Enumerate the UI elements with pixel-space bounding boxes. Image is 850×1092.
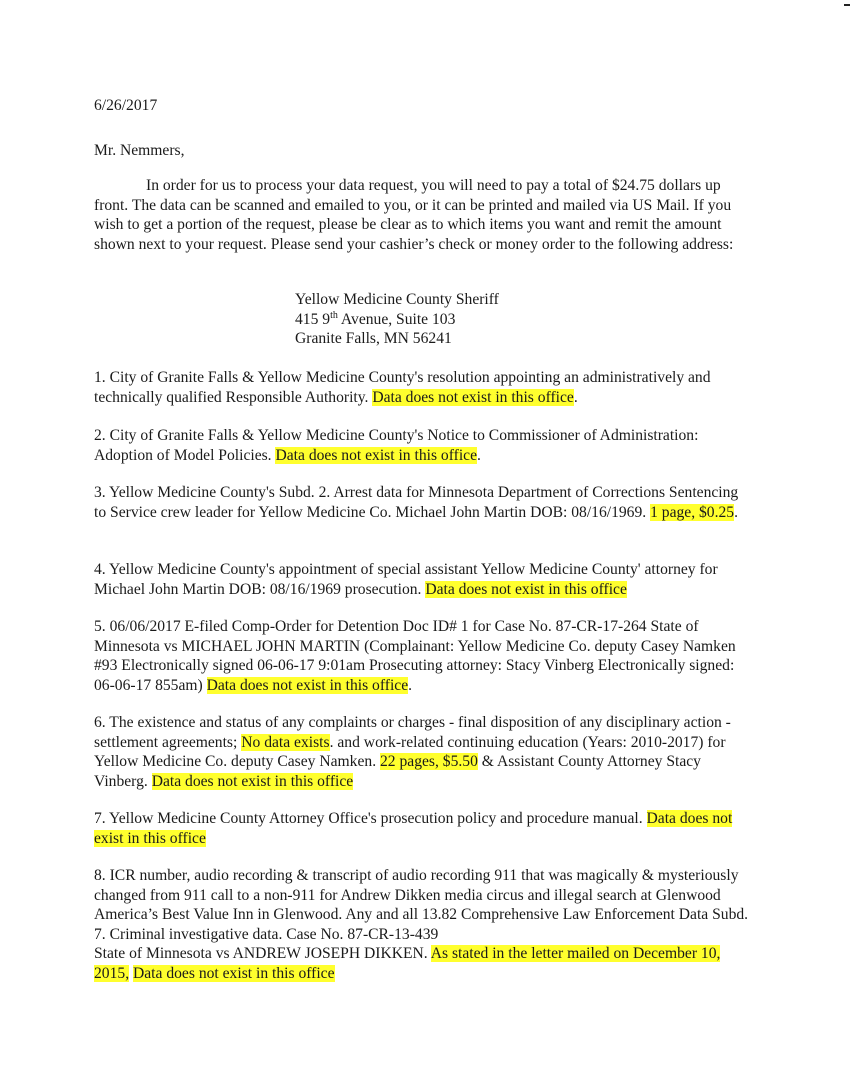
request-item-8	[94, 866, 750, 984]
item-text: & Assistant County Attorney Stacy Vinberg.	[94, 753, 701, 790]
item-text: 2. City of Granite Falls & Yellow Medicine County's Notice to Commissioner of Administration: Adoption of Model Policies.	[94, 427, 699, 464]
status-highlight: Data does not exist in this office	[133, 964, 335, 982]
intro-text: In order for us to process your data request, you will need to pay a total of $24.75 dollars up front. The data can be scanned and emailed to you, or it can be printed and mailed via US Mail. If you wish to get a portion of the request, please be clear as to which items you want and remit the amount shown next to your request. Please send your cashier’s check or money order to the following address:	[94, 177, 734, 253]
status-highlight: Data does not exist in this office	[151, 772, 354, 790]
item-text: 8. ICR number, audio recording & transcript of audio recording 911 that was magically & mysteriously changed from 911 call to a non-911 for Andrew Dikken media circus and illegal search at Glenwood America’s Best Value Inn in Glenwood. Any and all 13.82 Comprehensive Law Enforcement Data Subd. 7. Criminal investigative data. Case No. 87-CR-13-439	[94, 867, 749, 943]
salutation: Mr. Nemmers,	[94, 142, 185, 159]
address-street: Avenue, Suite 103	[337, 310, 456, 328]
status-highlight: Data does not exist in this office	[372, 388, 574, 406]
reference-highlight: As stated in the letter mailed on December 10, 2015,	[94, 945, 721, 982]
item-text: 3. Yellow Medicine County's Subd. 2. Arrest data for Minnesota Department of Corrections Sentencing to Service crew leader for Yellow Medicine Co. Michael John Martin DOB: 08/16/1969.	[94, 484, 739, 521]
fee-highlight: 22 pages, $5.50	[380, 753, 478, 771]
item-trailing: .	[734, 503, 738, 521]
address-line-3: Granite Falls, MN 56241	[295, 330, 452, 348]
status-highlight: Data does not exist in this office	[275, 446, 478, 464]
scan-artifact-mark	[844, 4, 850, 6]
request-item-6	[94, 713, 750, 791]
status-highlight: Data does not exist in this office	[206, 676, 409, 694]
address-number: 415 9	[295, 310, 331, 328]
fee-highlight: 1 page, $0.25	[650, 503, 735, 521]
request-item-4	[94, 560, 750, 599]
item-text-line-2: State of Minnesota vs ANDREW JOSEPH DIKKEN.	[94, 945, 431, 963]
mailing-address	[295, 290, 499, 349]
item-text: 5. 06/06/2017 E-filed Comp-Order for Detention Doc ID# 1 for Case No. 87-CR-17-264 State of Minnesota vs MICHAEL JOHN MARTIN (Complainant: Yellow Medicine Co. deputy Casey Namken #93 Electronically signed 06-06-17 9:01am Prosecuting attorney: Stacy Vinberg Electronically signed: 06-06-17 855am)	[94, 618, 736, 694]
status-highlight: Data does not exist in this office	[94, 810, 733, 847]
item-text: . and work-related continuing education (Years: 2010-2017) for Yellow Medicine Co. deputy Casey Namken.	[94, 733, 726, 771]
intro-paragraph	[94, 176, 746, 254]
request-item-2	[94, 426, 750, 465]
request-item-7	[94, 809, 750, 848]
request-item-1	[94, 368, 750, 407]
status-highlight: Data does not exist in this office	[425, 580, 627, 598]
item-trailing: .	[408, 676, 413, 694]
item-text: 7. Yellow Medicine County Attorney Office's prosecution policy and procedure manual.	[94, 810, 647, 827]
item-trailing: .	[573, 388, 578, 406]
request-item-5	[94, 617, 750, 695]
request-item-3	[94, 483, 750, 522]
letter-date: 6/26/2017	[94, 97, 158, 114]
item-trailing: .	[477, 446, 481, 464]
item-text: 6. The existence and status of any complaints or charges - final disposition of any disciplinary action - settlement agreements;	[94, 714, 731, 751]
item-text: 4. Yellow Medicine County's appointment of special assistant Yellow Medicine County' attorney for Michael John Martin DOB: 08/16/1969 prosecution.	[94, 561, 718, 598]
status-highlight: No data exists	[241, 733, 330, 751]
address-line-2	[295, 310, 499, 330]
address-ordinal: th	[330, 309, 338, 321]
address-line-1: Yellow Medicine County Sheriff	[295, 291, 499, 308]
item-text: 1. City of Granite Falls & Yellow Medicine County's resolution appointing an administratively and technically qualified Responsible Authority.	[94, 369, 711, 406]
